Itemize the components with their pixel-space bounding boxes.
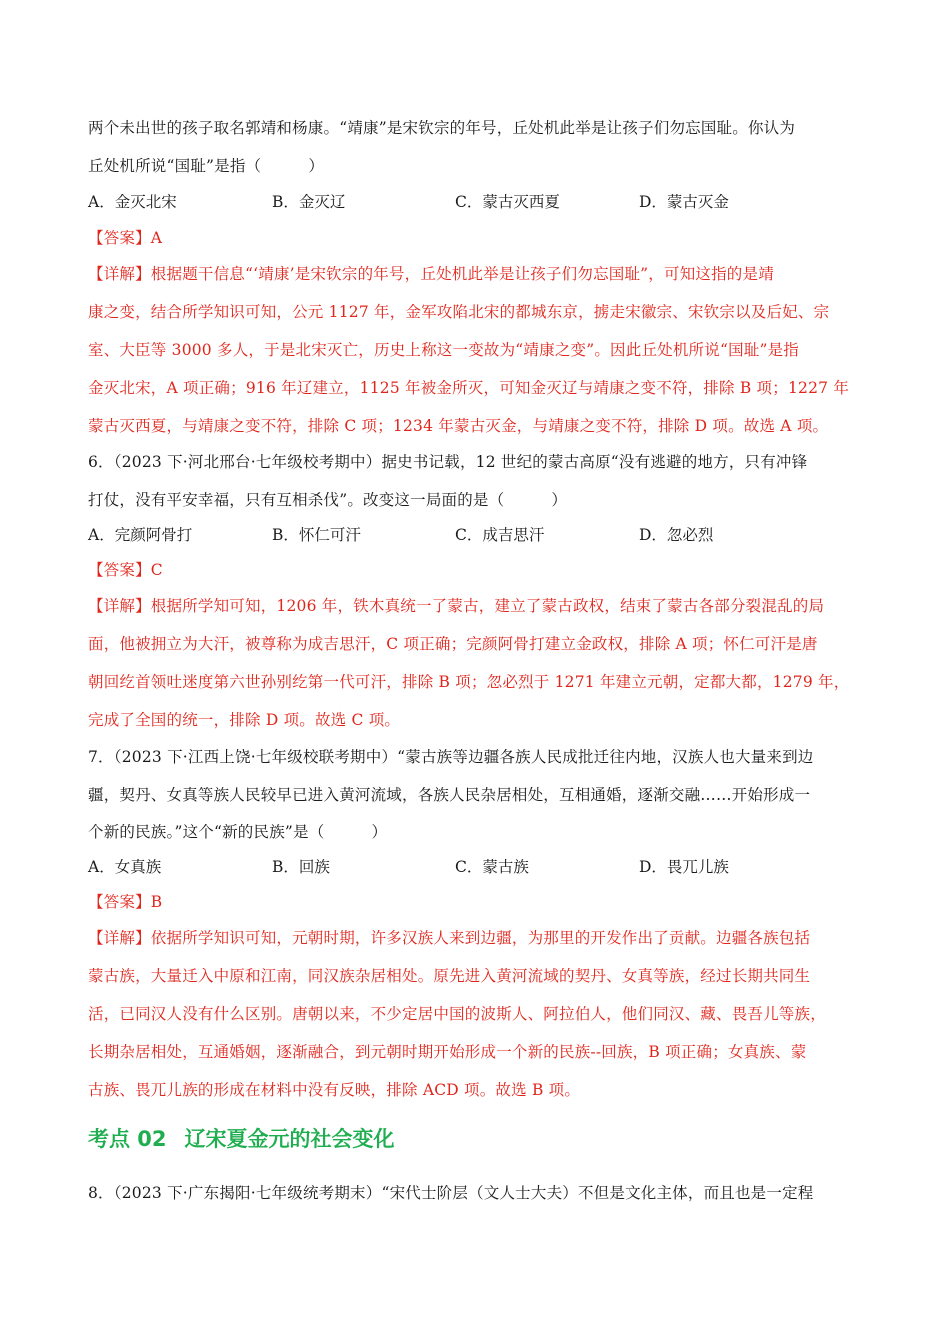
q6-option-c: C．成吉思汗 bbox=[455, 526, 545, 544]
q6-explain-line-2: 面，他被拥立为大汗，被尊称为成吉思汗，C 项正确；完颜阿骨打建立金政权，排除 A 项；怀仁可汗是唐 bbox=[88, 635, 818, 653]
q5-stem-line-2: 丘处机所说“国耻”是指（ ） bbox=[88, 157, 325, 175]
q6-option-a: A．完颜阿骨打 bbox=[88, 526, 193, 544]
q7-explain-line-2: 蒙古族，大量迁入中原和江南，同汉族杂居相处。原先进入黄河流域的契丹、女真等族，经过长期共同生 bbox=[88, 967, 811, 985]
q5-explain-line-4: 金灭北宋，A 项正确；916 年辽建立，1125 年被金所灭，可知金灭辽与靖康之变不符，排除 B 项；1227 年 bbox=[88, 379, 850, 397]
q7-explain-line-4: 长期杂居相处，互通婚姻，逐渐融合，到元朝时期开始形成一个新的民族--回族，B 项正确；女真族、蒙 bbox=[88, 1043, 807, 1061]
q5-stem-line-1: 两个未出世的孩子取名郭靖和杨康。“靖康”是宋钦宗的年号，丘处机此举是让孩子们勿忘国耻。你认为 bbox=[88, 119, 796, 137]
section-title: 辽宋夏金元的社会变化 bbox=[184, 1127, 395, 1151]
q7-option-d: D．畏兀儿族 bbox=[639, 858, 729, 876]
q6-answer: 【答案】C bbox=[88, 561, 163, 579]
q8-stem-line-1: 8．（2023 下·广东揭阳·七年级统考期末）“宋代士阶层（文人士大夫）不但是文化主体，而且也是一定程 bbox=[88, 1184, 814, 1202]
q7-option-a: A．女真族 bbox=[88, 858, 162, 876]
q7-explain-line-3: 活，已同汉人没有什么区别。唐朝以来，不少定居中国的波斯人、阿拉伯人，他们同汉、藏、畏吾儿等族， bbox=[88, 1005, 826, 1023]
q5-explain-line-2: 康之变，结合所学知识可知，公元 1127 年，金军攻陷北宋的都城东京，掳走宋徽宗、宋钦宗以及后妃、宗 bbox=[88, 303, 830, 321]
q5-option-a: A．金灭北宋 bbox=[88, 193, 177, 211]
section-number: 考点 02 bbox=[88, 1127, 167, 1151]
q6-explain-line-1: 【详解】根据所学知可知，1206 年，铁木真统一了蒙古，建立了蒙古政权，结束了蒙古各部分裂混乱的局 bbox=[88, 597, 825, 615]
q7-explain-line-1: 【详解】依据所学知识可知，元朝时期，许多汉族人来到边疆，为那里的开发作出了贡献。边疆各族包括 bbox=[88, 929, 811, 947]
q7-explain-line-5: 古族、畏兀儿族的形成在材料中没有反映，排除 ACD 项。故选 B 项。 bbox=[88, 1081, 581, 1099]
q7-stem-line-2: 疆，契丹、女真等族人民较早已进入黄河流域，各族人民杂居相处，互相通婚，逐渐交融……开始形成一 bbox=[88, 786, 811, 804]
q7-stem-line-1: 7．（2023 下·江西上饶·七年级校联考期中）“蒙古族等边疆各族人民成批迁往内地，汉族人也大量来到边 bbox=[88, 748, 814, 766]
q6-explain-line-3: 朝回纥首领吐迷度第六世孙别纥第一代可汗，排除 B 项；忽必烈于 1271 年建立元朝，定都大都，1279 年， bbox=[88, 673, 850, 691]
q5-explain-line-5: 蒙古灭西夏，与靖康之变不符，排除 C 项；1234 年蒙古灭金，与靖康之变不符，排除 D 项。故选 A 项。 bbox=[88, 417, 829, 435]
q5-option-b: B．金灭辽 bbox=[272, 193, 346, 211]
section-heading bbox=[88, 1123, 395, 1153]
q6-explain-line-4: 完成了全国的统一，排除 D 项。故选 C 项。 bbox=[88, 711, 401, 729]
q5-explain-line-3: 室、大臣等 3000 多人，于是北宋灭亡，历史上称这一变故为“靖康之变”。因此丘处机所说“国耻”是指 bbox=[88, 341, 799, 359]
q7-stem-line-3: 个新的民族。”这个“新的民族”是（ ） bbox=[88, 823, 388, 841]
q6-option-b: B．怀仁可汗 bbox=[272, 526, 361, 544]
q7-option-b: B．回族 bbox=[272, 858, 330, 876]
q5-explain-line-1: 【详解】根据题干信息“‘靖康’是宋钦宗的年号，丘处机此举是让孩子们勿忘国耻”，可知这指的是靖 bbox=[88, 265, 774, 283]
q6-stem-line-2: 打仗，没有平安幸福，只有互相杀伐”。改变这一局面的是（ ） bbox=[88, 491, 568, 509]
q5-option-d: D．蒙古灭金 bbox=[639, 193, 729, 211]
q5-option-c: C．蒙古灭西夏 bbox=[455, 193, 560, 211]
q7-answer: 【答案】B bbox=[88, 893, 163, 911]
q5-answer: 【答案】A bbox=[88, 229, 163, 247]
q7-option-c: C．蒙古族 bbox=[455, 858, 529, 876]
q6-option-d: D．忽必烈 bbox=[639, 526, 714, 544]
q6-stem-line-1: 6．（2023 下·河北邢台·七年级校考期中）据史书记载，12 世纪的蒙古高原“没有逃避的地方，只有冲锋 bbox=[88, 453, 808, 471]
